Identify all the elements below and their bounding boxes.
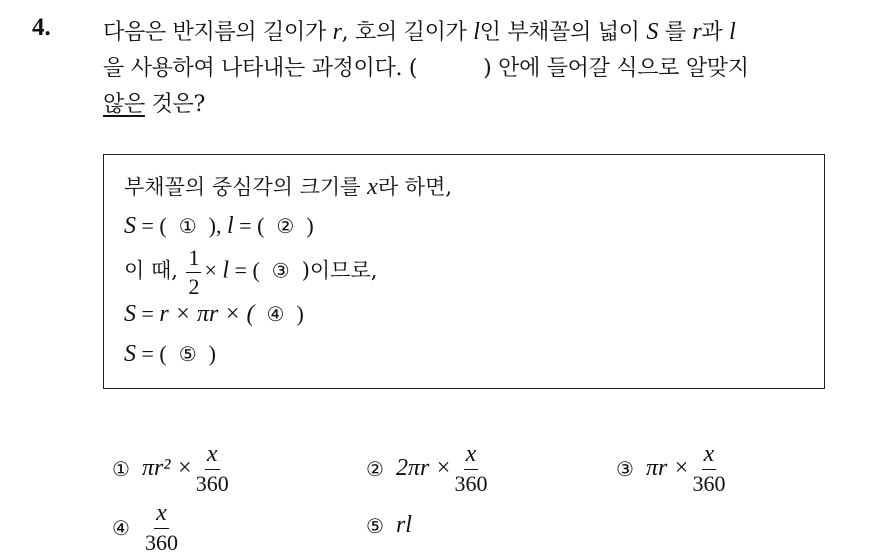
choice-4[interactable]: ④ $\frac{x}{360}$ bbox=[112, 500, 178, 555]
question-stem bbox=[103, 14, 873, 123]
stem-line-3: 않은 것은? bbox=[103, 92, 205, 117]
choice-5[interactable]: ⑤ rl bbox=[366, 512, 412, 538]
choice-1[interactable]: ① πr² × $\frac{x}{360}$ bbox=[112, 441, 229, 496]
box-line-3: 이 때, $\frac{1}{2}$ × l = ( ③ )이므로, bbox=[124, 245, 378, 299]
choice-3[interactable]: ③ πr × $\frac{x}{360}$ bbox=[616, 441, 726, 496]
blank-4: ④ bbox=[266, 302, 285, 326]
fraction-one-half: $\frac{1}{2}$ bbox=[188, 245, 200, 299]
box-line-2: S = ( ① ), l = ( ② ) bbox=[124, 213, 314, 239]
blank-2: ② bbox=[276, 214, 295, 238]
blank-1: ① bbox=[178, 214, 197, 238]
underlined-negation: 않은 bbox=[103, 92, 145, 117]
blank-5: ⑤ bbox=[178, 342, 197, 366]
choice-2[interactable]: ② 2πr × $\frac{x}{360}$ bbox=[366, 441, 488, 496]
box-line-4: S = r × πr × ( ④ ) bbox=[124, 301, 304, 327]
derivation-box bbox=[103, 154, 825, 389]
question-number: 4. bbox=[32, 14, 51, 41]
stem-line-1: 다음은 반지름의 길이가 r, 호의 길이가 l인 부채꼴의 넓이 S 를 r과 l bbox=[103, 19, 736, 45]
stem-line-2: 을 사용하여 나타내는 과정이다. ( ) 안에 들어갈 식으로 알맞지 bbox=[103, 56, 749, 81]
box-line-1: 부채꼴의 중심각의 크기를 x라 하면, bbox=[124, 174, 453, 200]
box-line-5: S = ( ⑤ ) bbox=[124, 341, 216, 367]
blank-3: ③ bbox=[271, 258, 290, 283]
